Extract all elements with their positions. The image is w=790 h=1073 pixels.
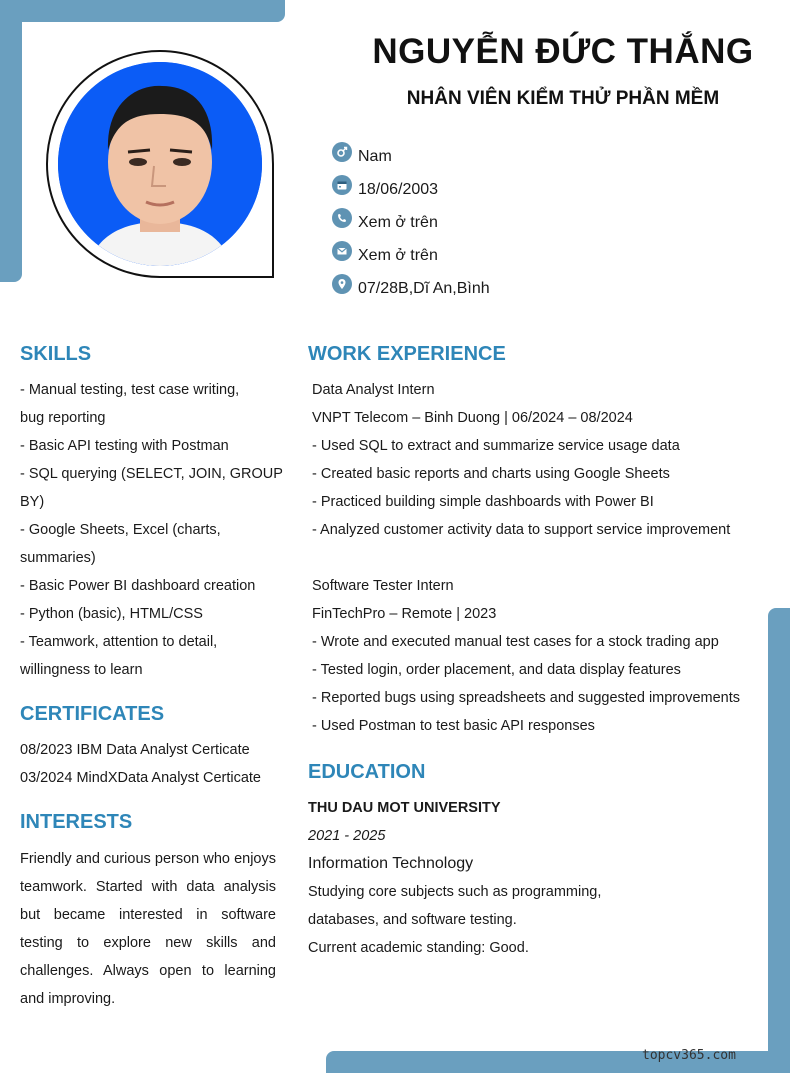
- interests-heading: INTERESTS: [20, 811, 133, 833]
- skills-line: - Python (basic), HTML/CSS: [20, 606, 203, 622]
- skills-line: - SQL querying (SELECT, JOIN, GROUP: [20, 466, 283, 482]
- education-description: Studying core subjects such as programming,: [308, 884, 602, 900]
- decor-bar-left: [0, 0, 22, 282]
- job-bullet: - Tested login, order placement, and data display features: [312, 662, 681, 678]
- profile-photo-frame: [46, 50, 274, 278]
- location-icon: [332, 274, 352, 294]
- job-company: VNPT Telecom – Binh Duong | 06/2024 – 08/2024: [312, 410, 633, 426]
- skills-line: summaries): [20, 550, 96, 566]
- certificates-heading: CERTIFICATES: [20, 703, 165, 725]
- info-phone: Xem ở trên: [358, 213, 438, 231]
- job-bullet: - Practiced building simple dashboards with Power BI: [312, 494, 654, 510]
- info-row-gender: [332, 140, 490, 173]
- job-position: Software Tester Intern: [312, 578, 454, 594]
- portrait-illustration: [58, 62, 262, 266]
- profile-photo: [58, 62, 262, 266]
- skills-line: - Basic Power BI dashboard creation: [20, 578, 256, 594]
- job-bullet: - Used SQL to extract and summarize service usage data: [312, 438, 680, 454]
- info-gender: Nam: [358, 147, 392, 165]
- info-row-address: [332, 272, 490, 305]
- phone-icon: [332, 208, 352, 228]
- info-address: 07/28B,Dĩ An,Bình: [358, 279, 490, 297]
- job-bullet: - Created basic reports and charts using Google Sheets: [312, 466, 670, 482]
- education-major: Information Technology: [308, 855, 474, 872]
- job-bullet: - Wrote and executed manual test cases for a stock trading app: [312, 634, 719, 650]
- watermark: topcv365.com: [642, 1048, 736, 1063]
- skills-line: BY): [20, 494, 45, 510]
- job-company: FinTechPro – Remote | 2023: [312, 606, 497, 622]
- calendar-icon: [332, 175, 352, 195]
- work-experience-heading: WORK EXPERIENCE: [308, 343, 506, 365]
- certificate-item: 03/2024 MindXData Analyst Certicate: [20, 770, 261, 786]
- skills-line: willingness to learn: [20, 662, 143, 678]
- job-bullet: - Reported bugs using spreadsheets and suggested improvements: [312, 690, 741, 706]
- candidate-name: NGUYỄN ĐỨC THẮNG: [372, 32, 754, 71]
- education-school: THU DAU MOT UNIVERSITY: [308, 800, 501, 816]
- skills-line: - Basic API testing with Postman: [20, 438, 229, 454]
- info-row-birthday: [332, 173, 490, 206]
- job-title: NHÂN VIÊN KIỂM THỬ PHẦN MỀM: [406, 88, 720, 109]
- certificate-item: 08/2023 IBM Data Analyst Certicate: [20, 742, 250, 758]
- job-position: Data Analyst Intern: [312, 382, 435, 398]
- job-bullet: - Analyzed customer activity data to support service improvement: [312, 522, 731, 538]
- info-row-email: [332, 239, 490, 272]
- info-row-phone: [332, 206, 490, 239]
- decor-bar-right: [768, 608, 790, 1073]
- skills-line: - Teamwork, attention to detail,: [20, 634, 218, 650]
- education-description: databases, and software testing.: [308, 912, 517, 928]
- skills-line: - Google Sheets, Excel (charts,: [20, 522, 221, 538]
- job-bullet: - Used Postman to test basic API responses: [312, 718, 595, 734]
- skills-line: - Manual testing, test case writing,: [20, 382, 240, 398]
- contact-info: [332, 140, 490, 305]
- skills-heading: SKILLS: [20, 343, 92, 365]
- interests-text: Friendly and curious person who enjoys teamwork. Started with data analysis but became interested in software testing to explore new skills and challenges. Always open to learning and improving.: [20, 851, 276, 1007]
- info-email: Xem ở trên: [358, 246, 438, 264]
- gender-icon: [332, 142, 352, 162]
- skills-line: bug reporting: [20, 410, 106, 426]
- email-icon: [332, 241, 352, 261]
- decor-bar-top: [0, 0, 285, 22]
- education-years: 2021 - 2025: [308, 828, 386, 844]
- education-heading: EDUCATION: [308, 761, 426, 783]
- education-description: Current academic standing: Good.: [308, 940, 529, 956]
- info-birthday: 18/06/2003: [358, 180, 439, 198]
